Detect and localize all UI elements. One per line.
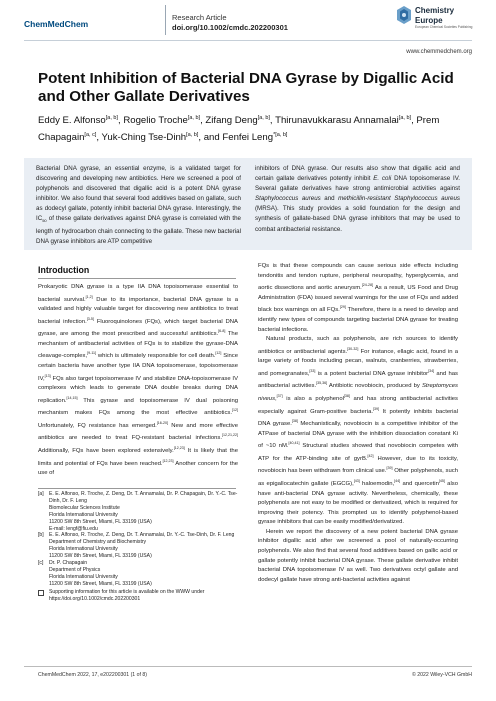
publisher-logo[interactable] [397,4,477,36]
citation-ref[interactable]: [24-28] [361,283,374,288]
affiliation-entry: [a] E. E. Alfonso, R. Troche, Z. Deng, Dr. T. Annamalai, Dr. P. Chapagain, Dr. Y.-C. Tse-Dinh, Dr. F. Leng Biomolecular Sciences Institute Florida International University 11200 SW 8th Street, Miami, FL 33199 (USA) E-mail: lengf@fiu.edu [38,491,238,532]
citation-ref[interactable]: [13] [44,373,51,378]
author-affiliation-marker: [a, b] [257,115,270,121]
intro-paragraph-1: Prokaryotic DNA gyrase is a type IIA DNA topoisomerase essential to bacterial survival.[1,2] Due to its importance, bacterial DNA gyrase is a validated and highly valuable target for discovering new antibiotics to treat bacterial infection.[3-5] Fluoroquinolones (FQs), which target bacterial DNA gyrase, are among the most prescribed and successful antibiotics.[6-8] The mechanism of antibacterial activities of FQs is to stabilize the gyrase-DNA cleavage-complex,[9-11] which is ultimately responsible for cell death.[12] Since certain bacteria have another type IIA DNA topoisomerase, topoisomerase IV,[13] FQs also target topoisomerase IV and stabilize DNA-topoisomerase IV complexes which leads to generate DNA double breaks during DNA replication.[14,15] This gyrase and topoisomerase IV dual poisoning mechanism makes FQs among the most effective antibiotics.[12] Unfortunately, FQ resistance has emerged.[16-20] New and more effective antibiotics are needed to treat FQ-resistant bacterial infections.[12,21,22] Additionally, FQs have been explored extensively.[12,23] It is likely that the limits and potential of FQs have been reached.[12,23] Another concern for the use of [38,284,239,477]
affiliation-entry: [c] Dr. P. Chapagain Department of Physics Florida International University 11200 SW 8th Street, Miami, FL 33199 (USA) [38,560,152,587]
abstract-box [24,158,472,250]
citation-ref[interactable]: [38] [291,419,298,424]
citation-ref[interactable]: [44] [394,478,401,483]
author-affiliation-marker: [a, b] [186,132,199,139]
page-header [0,0,496,40]
author-affiliation-marker: [a, b] [398,115,412,121]
citation-ref[interactable]: [16-20] [156,420,168,425]
affiliations-block [38,491,238,603]
author-list: Eddy E. Alfonso[a, b], Rogelio Troche[a, b], Zifang Deng[a, b], Thirunavukkarasu Annamalai[a, b], Prem Chapagain[a, c], Yuk-Ching Tse-Dinh[a, b], and Fenfei Leng$^{*[a, b]}$ [38,115,440,144]
citation-ref[interactable]: [38] [343,393,350,398]
author-affiliation-marker: [a, b] [187,115,201,121]
logo-text-chemistry: Chemistry [415,6,455,15]
logo-text-europe: Europe [415,16,443,25]
article-type: Research Article [172,13,227,22]
citation-ref[interactable]: [33] [309,368,316,373]
abstract-right-column: inhibitors of DNA gyrase. Our results also show that digallic acid and certain gallate derivatives potently inhibit E. coli DNA topoisomerase IV. Several gallate derivatives have strong antimicrobial activities against Staphylococcus aureus and methicillin-resistant Staphylococcus aureus (MRSA). This study provides a solid foundation for the design and synthesis of gallate-based DNA gyrase inhibitors that may be used to combat antibacterial resistance. [255,165,460,233]
citation-ref[interactable]: [29] [339,305,346,310]
citation-ref[interactable]: [35,36] [316,381,328,386]
citation-ref[interactable]: [12,23] [173,446,185,451]
citation-ref[interactable]: [42] [367,453,374,458]
citation-ref[interactable]: [14,15] [66,395,78,400]
author-affiliation-marker: [a, c] [84,132,97,139]
intro-right-column [258,262,458,585]
author-name[interactable]: Yuk-Ching Tse-Dinh [101,132,187,144]
section-heading-introduction: Introduction [38,265,90,275]
intro-paragraph-4: Herein we report the discovery of a new potent bacterial DNA gyrase inhibitor digallic acid after we screened a pool of naturally-occurring polyphenols. We also find that several food additives based on gallic acid or gallate potently inhibit bacterial DNA gyrase. These gallate derivative inhibit bacterial DNA topoisomerase IV as well. Two derivatives octyl gallate and dodecyl gallate have strong anti-bacterial activities against [258,528,458,583]
section-rule [38,278,236,279]
author-name[interactable]: Prem Chapagain [38,115,440,144]
citation-ref[interactable]: [12,23] [162,458,174,463]
author-affiliation-marker: *[a, b] [273,132,288,139]
affiliation-entry: [b] E. E. Alfonso, R. Troche, Z. Deng, Dr. T. Annamalai, Dr. Y.-C. Tse-Dinh, Dr. F. Leng Department of Chemistry and Biochemistry Florida International University 11200 SW 8th Street, Miami, FL 33199 (USA) [38,532,235,560]
intro-left-column [38,283,238,479]
citation-ref[interactable]: [12,21,22] [222,433,238,438]
intro-paragraph-2: FQs is that these compounds can cause serious side effects including tendonitis and tendon rupture, peripheral neuropathy, hyperglycemia, and aortic dissections and aortic aneurysm.[24-28] As a result, US Food and Drug Administration (FDA) issued several warnings for the use of FQs and added black box warnings on all FQs.[29] Therefore, there is a need to develop and identify new types of compounds targeting bacterial DNA gyrase for treating bacterial infections. [258,263,459,333]
author-affiliation-marker: [a, b] [105,115,118,121]
email-link[interactable]: E-mail: lengf@fiu.edu [49,525,98,532]
citation-ref[interactable]: [45] [438,478,445,483]
citation-ref[interactable]: [43] [353,478,360,483]
citation-ref[interactable]: [37] [276,393,283,398]
citation-ref[interactable]: [12] [215,351,222,356]
journal-website[interactable]: www.chemmedchem.org [406,49,472,55]
author-name[interactable]: Zifang Deng [205,115,258,127]
chemistry-europe-logo-icon [397,6,411,24]
supporting-info-icon [38,590,44,596]
header-rule [24,40,472,41]
citation-ref[interactable]: [3-5] [86,316,94,321]
citation-ref[interactable]: [39] [373,406,379,411]
footer-copyright: © 2022 Wiley-VCH GmbH [411,672,472,678]
author-name[interactable]: and Fenfei Leng [203,132,274,144]
abstract-left-column: Bacterial DNA gyrase, an essential enzyme, is a validated target for discovering and developing new antibiotics. Here we screened a pool of polyphenols and discovered that digallic acid is a potent DNA gyrase inhibitor. We also found that several food additives based on gallate, such as dodecyl gallate, potently inhibit bacterial DNA gyrase. Interestingly, the $IC_{50}$ of these gallate derivatives against DNA gyrase is correlated with the length of hydrocarbon chain connecting to the gallate. These new bacterial DNA gyrase inhibitors are ATP competitive [36,165,241,245]
intro-paragraph-3: Natural products, such as polyphenols, are rich sources to identify antibiotics or antibacterial agents.[30-32] For instance, ellagic acid, found in a large variety of foods including pecan, walnuts, cranberries, strawberries, and pomegranates,[33] is a potent bacterial DNA gyrase inhibitor[34] and has antibacterial activities.[35,36] Antibiotic novobiocin, produced by Streptomyces niveus,[37] is also a polyphenol[38] and has strong antibacterial activities especially against Gram-positive bacteria.[39] It potently inhibits bacterial DNA gyrase.[38] Mechanistically, novobiocin is a competitive inhibitor of the ATPase of bacterial DNA gyrase with the inhibition dissociation constant Ki of ~10 nM.[40,41] Structural studies showed that novobiocin competes with ATP for the ATP-binding site of gyrB.[42] However, due to its toxicity, novobiocin has been withdrawn from clinical use.[39] Other polyphenols, such as epigallocatechin gallate (EGCG),[43] haloemodin,[44] and quercetin[45] also have anti-bacterial DNA gyrase activity. Nevertheless, chemically, these polyphenols are not easy to be modified or derivatized, which is required for improving their potency. This prompted us to identify polyphenol-based gyrase inhibitors that can be easily modified/derivatized. [258,336,459,526]
journal-name[interactable]: ChemMedChem [24,19,89,29]
citation-ref[interactable]: [12] [232,408,238,413]
logo-tagline: European Chemical Societies Publishing [415,25,473,29]
citation-ref[interactable]: [34] [428,368,435,373]
affiliations-rule [38,488,236,489]
citation-ref[interactable]: [40,41] [288,441,300,446]
header-divider [165,5,166,35]
author-name[interactable]: Eddy E. Alfonso [38,115,106,127]
article-title: Potent Inhibition of Bacterial DNA Gyrase by Digallic Acid and Other Gallate Derivatives [38,70,454,105]
footer-rule [24,666,472,667]
citation-ref[interactable]: [1,2] [85,294,93,299]
doi-link[interactable]: doi.org/10.1002/cmdc.202200301 [172,23,288,32]
supporting-info-note[interactable]: Supporting information for this article is available on the WWW under https://doi.org/10.1002/cmdc.202200301 [38,589,238,603]
author-name[interactable]: Rogelio Troche [123,115,188,127]
citation-ref[interactable]: [6-8] [218,329,226,334]
citation-ref[interactable]: [30-32] [347,346,359,351]
citation-ref[interactable]: [39] [386,466,393,471]
footer-citation: ChemMedChem 2022, 17, e202200301 (1 of 8) [38,672,148,678]
citation-ref[interactable]: [9-11] [87,351,97,356]
author-name[interactable]: Thirunavukkarasu Annamalai [275,115,399,127]
